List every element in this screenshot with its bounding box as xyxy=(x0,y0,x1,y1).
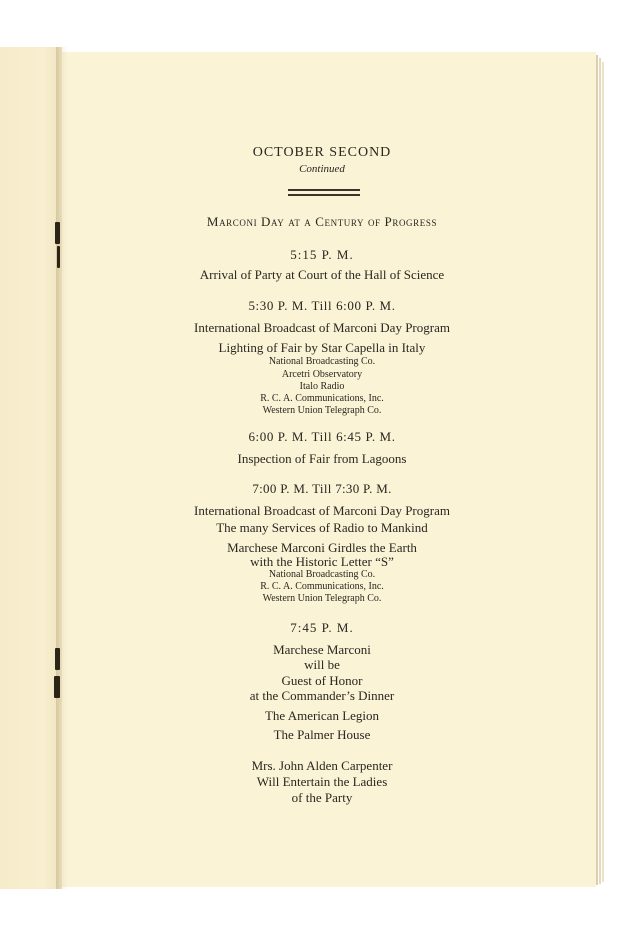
staple-bottom xyxy=(55,648,60,670)
schedule-item: The Palmer House xyxy=(273,727,371,742)
schedule-item: Lighting of Fair by Star Capella in Italy xyxy=(218,340,426,355)
schedule-item: Will Entertain the Ladies xyxy=(256,774,388,789)
credit-line: Western Union Telegraph Co. xyxy=(262,593,382,604)
credit-line: R. C. A. Communications, Inc. xyxy=(260,393,384,404)
event-title: Marconi Day at a Century of Progress xyxy=(206,214,438,229)
schedule-item: The American Legion xyxy=(264,708,380,723)
schedule-item: of the Party xyxy=(291,790,353,805)
schedule-item: with the Historic Letter “S” xyxy=(250,554,394,569)
schedule-item: The many Services of Radio to Mankind xyxy=(216,520,428,535)
page-heading: OCTOBER SECOND xyxy=(252,145,392,160)
schedule-time: 7:00 P. M. Till 7:30 P. M. xyxy=(252,481,392,496)
page-edge xyxy=(602,62,604,882)
staple-bottom-lower xyxy=(54,676,60,698)
schedule-item: Marchese Marconi xyxy=(273,642,371,657)
credit-line: Italo Radio xyxy=(299,381,345,392)
credit-line: National Broadcasting Co. xyxy=(268,569,376,580)
divider-rule xyxy=(288,189,360,191)
schedule-item: International Broadcast of Marconi Day Program xyxy=(194,503,450,518)
staple-top xyxy=(55,222,60,244)
schedule-time: 5:30 P. M. Till 6:00 P. M. xyxy=(248,298,396,313)
program-page xyxy=(62,52,582,887)
schedule-item: Guest of Honor xyxy=(281,673,363,688)
schedule-item: Arrival of Party at Court of the Hall of Science xyxy=(199,267,445,282)
staple-top-lower xyxy=(57,246,60,268)
credit-line: R. C. A. Communications, Inc. xyxy=(260,581,384,592)
divider-rule xyxy=(288,194,360,196)
left-page xyxy=(0,47,62,889)
schedule-item: Inspection of Fair from Lagoons xyxy=(237,451,407,466)
credit-line: Arcetri Observatory xyxy=(281,369,363,380)
schedule-item: International Broadcast of Marconi Day Program xyxy=(194,320,450,335)
schedule-item: Mrs. John Alden Carpenter xyxy=(251,758,393,773)
schedule-item: at the Commander’s Dinner xyxy=(249,688,395,703)
page-edge xyxy=(599,58,601,884)
schedule-time: 7:45 P. M. xyxy=(290,620,354,635)
schedule-item: Marchese Marconi Girdles the Earth xyxy=(227,540,417,555)
page-subheading: Continued xyxy=(299,163,345,175)
schedule-time: 6:00 P. M. Till 6:45 P. M. xyxy=(248,429,396,444)
schedule-time: 5:15 P. M. xyxy=(290,247,354,262)
credit-line: Western Union Telegraph Co. xyxy=(262,405,382,416)
credit-line: National Broadcasting Co. xyxy=(268,356,376,367)
page-edge xyxy=(596,55,598,885)
schedule-item: will be xyxy=(304,657,340,672)
